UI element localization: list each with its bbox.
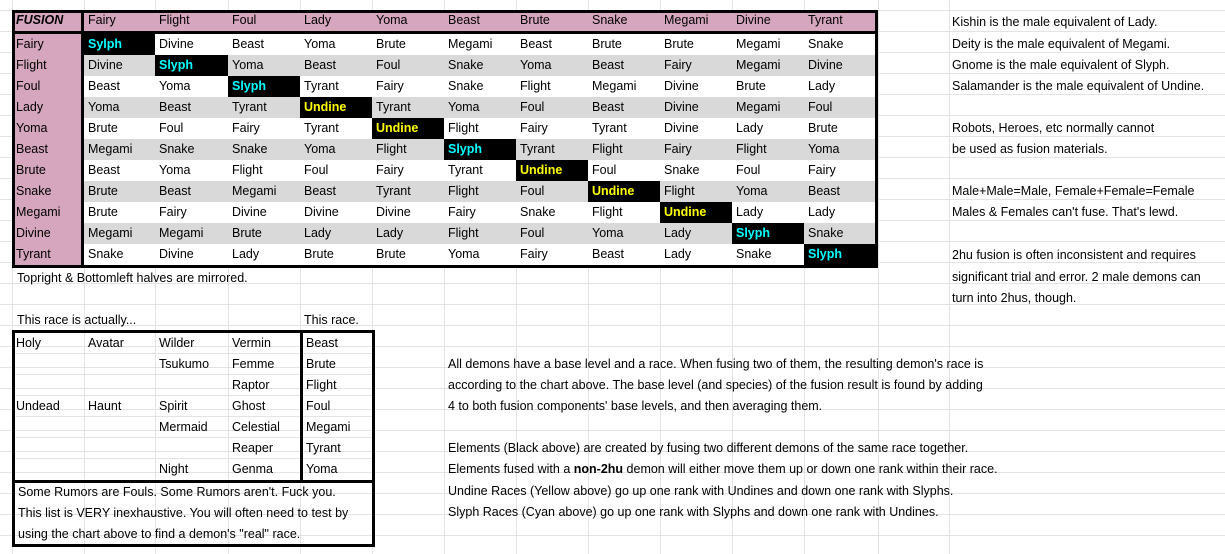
explanation-line-1: All demons have a base level and a race. When fusing two of them, the resulting demon's race is <box>448 357 984 371</box>
fusion-cell-flight-brute: Yoma <box>516 55 588 76</box>
column-header-foul: Foul <box>228 10 300 31</box>
note-gender-2: Males & Females can't fuse. That's lewd. <box>952 205 1179 219</box>
row-header-beast: Beast <box>12 139 84 160</box>
fusion-cell-lady-flight: Beast <box>155 97 228 118</box>
fusion-cell-flight-lady: Beast <box>300 55 372 76</box>
fusion-cell-fairy-flight: Divine <box>155 34 228 55</box>
fusion-cell-tyrant-brute: Fairy <box>516 244 588 265</box>
elements-line-1: Elements (Black above) are created by fusing two different demons of the same race together. <box>448 441 969 455</box>
fusion-cell-yoma-brute: Fairy <box>516 118 588 139</box>
fusion-cell-snake-brute: Foul <box>516 181 588 202</box>
fusion-cell-snake-foul: Megami <box>228 181 300 202</box>
fusion-cell-yoma-flight: Foul <box>155 118 228 139</box>
fusion-cell-tyrant-lady: Brute <box>300 244 372 265</box>
fusion-cell-flight-foul: Yoma <box>228 55 300 76</box>
row-header-fairy: Fairy <box>12 34 84 55</box>
note-materials-1: Robots, Heroes, etc normally cannot <box>952 121 1155 135</box>
note-kishin: Kishin is the male equivalent of Lady. <box>952 15 1158 29</box>
fusion-cell-divine-beast: Flight <box>444 223 516 244</box>
fusion-cell-yoma-lady: Tyrant <box>300 118 372 139</box>
undine-rule: Undine Races (Yellow above) go up one rank with Undines and down one rank with Slyphs. <box>448 484 954 498</box>
race-target-cell: Brute <box>306 357 336 371</box>
fusion-cell-lady-brute: Foul <box>516 97 588 118</box>
race-target-cell: Foul <box>306 399 331 413</box>
race-target-cell: Flight <box>306 378 337 392</box>
fusion-cell-brute-lady: Foul <box>300 160 372 181</box>
column-header-megami: Megami <box>660 10 732 31</box>
race-table-column-divider <box>300 330 303 482</box>
column-header-flight: Flight <box>155 10 228 31</box>
fusion-cell-yoma-yoma: Undine <box>372 118 444 139</box>
fusion-cell-foul-foul: Slyph <box>228 76 300 97</box>
fusion-cell-megami-divine: Lady <box>732 202 804 223</box>
fusion-cell-flight-divine: Megami <box>732 55 804 76</box>
fusion-cell-beast-brute: Tyrant <box>516 139 588 160</box>
row-header-yoma: Yoma <box>12 118 84 139</box>
fusion-cell-beast-megami: Fairy <box>660 139 732 160</box>
fusion-cell-flight-flight: Slyph <box>155 55 228 76</box>
fusion-cell-divine-megami: Lady <box>660 223 732 244</box>
fusion-cell-megami-foul: Divine <box>228 202 300 223</box>
race-target-cell: Beast <box>306 336 338 350</box>
fusion-cell-snake-fairy: Brute <box>84 181 155 202</box>
fusion-cell-beast-snake: Flight <box>588 139 660 160</box>
note-gender-1: Male+Male=Male, Female+Female=Female <box>952 184 1195 198</box>
race-target-cell: Yoma <box>306 462 338 476</box>
race-table-row-line <box>12 437 375 438</box>
row-header-lady: Lady <box>12 97 84 118</box>
fusion-cell-beast-tyrant: Yoma <box>804 139 878 160</box>
fusion-cell-flight-tyrant: Divine <box>804 55 878 76</box>
explanation-line-2: according to the chart above. The base level (and species) of the fusion result is found by adding <box>448 378 983 392</box>
race-alias-cell <box>155 438 228 459</box>
race-alias-cell: Spirit <box>159 399 188 413</box>
fusion-cell-lady-megami: Divine <box>660 97 732 118</box>
row-header-snake: Snake <box>12 181 84 202</box>
fusion-cell-foul-divine: Brute <box>732 76 804 97</box>
fusion-cell-yoma-divine: Lady <box>732 118 804 139</box>
fusion-cell-foul-brute: Flight <box>516 76 588 97</box>
fusion-cell-foul-fairy: Beast <box>84 76 155 97</box>
race-alias-cell <box>12 459 84 480</box>
slyph-rule: Slyph Races (Cyan above) go up one rank with Slyphs and down one rank with Undines. <box>448 505 939 519</box>
row-header-foul: Foul <box>12 76 84 97</box>
race-alias-cell <box>84 438 155 459</box>
race-target-cell: Tyrant <box>306 441 341 455</box>
fusion-cell-brute-flight: Yoma <box>155 160 228 181</box>
fusion-cell-brute-brute: Undine <box>516 160 588 181</box>
note-2hu-2: significant trial and error. 2 male demons can <box>952 270 1201 284</box>
row-header-divine: Divine <box>12 223 84 244</box>
fusion-corner-label: FUSION <box>12 10 84 31</box>
column-header-divine: Divine <box>732 10 804 31</box>
race-footer-line-1: Some Rumors are Fouls. Some Rumors aren't. Fuck you. <box>18 485 336 499</box>
race-alias-cell <box>84 354 155 375</box>
race-alias-cell: Mermaid <box>159 420 208 434</box>
race-alias-cell: Night <box>159 462 189 476</box>
race-table-header-right: This race. <box>304 313 359 327</box>
fusion-cell-divine-yoma: Lady <box>372 223 444 244</box>
fusion-cell-tyrant-tyrant: Slyph <box>804 244 878 265</box>
fusion-cell-foul-snake: Megami <box>588 76 660 97</box>
race-alias-cell <box>84 375 155 396</box>
fusion-cell-tyrant-snake: Beast <box>588 244 660 265</box>
fusion-cell-beast-beast: Slyph <box>444 139 516 160</box>
fusion-cell-snake-divine: Yoma <box>732 181 804 202</box>
fusion-cell-divine-fairy: Megami <box>84 223 155 244</box>
explanation-line-3: 4 to both fusion components' base levels, and then averaging them. <box>448 399 823 413</box>
fusion-cell-beast-flight: Snake <box>155 139 228 160</box>
fusion-cell-tyrant-beast: Yoma <box>444 244 516 265</box>
fusion-cell-snake-lady: Beast <box>300 181 372 202</box>
fusion-cell-tyrant-flight: Divine <box>155 244 228 265</box>
race-table-row-line <box>12 416 375 417</box>
fusion-cell-snake-flight: Beast <box>155 181 228 202</box>
fusion-cell-lady-fairy: Yoma <box>84 97 155 118</box>
fusion-cell-divine-flight: Megami <box>155 223 228 244</box>
fusion-cell-brute-foul: Flight <box>228 160 300 181</box>
fusion-cell-yoma-foul: Fairy <box>228 118 300 139</box>
fusion-cell-fairy-beast: Megami <box>444 34 516 55</box>
fusion-cell-brute-divine: Foul <box>732 160 804 181</box>
fusion-cell-foul-tyrant: Lady <box>804 76 878 97</box>
fusion-cell-beast-divine: Flight <box>732 139 804 160</box>
fusion-cell-lady-snake: Beast <box>588 97 660 118</box>
fusion-cell-fairy-yoma: Brute <box>372 34 444 55</box>
race-footer-line-2: This list is VERY inexhaustive. You will often need to test by <box>18 506 349 520</box>
fusion-cell-divine-divine: Slyph <box>732 223 804 244</box>
fusion-cell-snake-yoma: Tyrant <box>372 181 444 202</box>
fusion-cell-divine-brute: Foul <box>516 223 588 244</box>
race-alias-cell <box>12 354 84 375</box>
fusion-cell-foul-flight: Yoma <box>155 76 228 97</box>
race-table-row-line <box>12 395 375 396</box>
fusion-cell-megami-flight: Fairy <box>155 202 228 223</box>
race-footer-line-3: using the chart above to find a demon's "real" race. <box>18 527 301 541</box>
fusion-cell-divine-lady: Lady <box>300 223 372 244</box>
fusion-cell-beast-fairy: Megami <box>84 139 155 160</box>
fusion-cell-snake-tyrant: Beast <box>804 181 878 202</box>
note-deity: Deity is the male equivalent of Megami. <box>952 37 1171 51</box>
fusion-cell-megami-snake: Flight <box>588 202 660 223</box>
race-alias-cell <box>12 438 84 459</box>
column-header-fairy: Fairy <box>84 10 155 31</box>
note-gnome: Gnome is the male equivalent of Slyph. <box>952 58 1170 72</box>
fusion-cell-megami-brute: Snake <box>516 202 588 223</box>
fusion-cell-flight-beast: Snake <box>444 55 516 76</box>
fusion-cell-divine-foul: Brute <box>228 223 300 244</box>
fusion-cell-yoma-fairy: Brute <box>84 118 155 139</box>
fusion-cell-tyrant-fairy: Snake <box>84 244 155 265</box>
race-alias-cell <box>84 459 155 480</box>
column-header-lady: Lady <box>300 10 372 31</box>
fusion-cell-lady-lady: Undine <box>300 97 372 118</box>
race-alias-cell: Haunt <box>88 399 122 413</box>
row-header-brute: Brute <box>12 160 84 181</box>
fusion-cell-foul-yoma: Fairy <box>372 76 444 97</box>
race-table-row-line <box>12 458 375 459</box>
race-alias-cell: Wilder <box>159 336 195 350</box>
note-2hu-3: turn into 2hus, though. <box>952 291 1077 305</box>
column-header-yoma: Yoma <box>372 10 444 31</box>
fusion-cell-beast-foul: Snake <box>228 139 300 160</box>
fusion-cell-snake-megami: Flight <box>660 181 732 202</box>
fusion-header-divider <box>12 31 878 34</box>
race-alias-cell: Celestial <box>232 420 280 434</box>
race-alias-cell: Holy <box>16 336 42 350</box>
race-alias-cell: Ghost <box>232 399 266 413</box>
fusion-cell-yoma-snake: Tyrant <box>588 118 660 139</box>
race-alias-cell <box>12 375 84 396</box>
race-alias-cell: Tsukumo <box>159 357 210 371</box>
fusion-cell-tyrant-megami: Lady <box>660 244 732 265</box>
row-header-megami: Megami <box>12 202 84 223</box>
column-header-beast: Beast <box>444 10 516 31</box>
fusion-cell-brute-megami: Snake <box>660 160 732 181</box>
fusion-cell-megami-beast: Fairy <box>444 202 516 223</box>
note-2hu-1: 2hu fusion is often inconsistent and requires <box>952 248 1196 262</box>
fusion-cell-fairy-brute: Beast <box>516 34 588 55</box>
fusion-cell-brute-yoma: Fairy <box>372 160 444 181</box>
column-header-snake: Snake <box>588 10 660 31</box>
row-header-flight: Flight <box>12 55 84 76</box>
fusion-cell-divine-snake: Yoma <box>588 223 660 244</box>
fusion-cell-snake-beast: Flight <box>444 181 516 202</box>
fusion-cell-megami-fairy: Brute <box>84 202 155 223</box>
race-alias-cell <box>155 375 228 396</box>
fusion-cell-lady-tyrant: Foul <box>804 97 878 118</box>
note-salamander: Salamander is the male equivalent of Undine. <box>952 79 1205 93</box>
fusion-cell-tyrant-foul: Lady <box>228 244 300 265</box>
fusion-cell-fairy-snake: Brute <box>588 34 660 55</box>
race-alias-cell: Raptor <box>232 378 270 392</box>
column-header-brute: Brute <box>516 10 588 31</box>
race-table-row-line <box>12 374 375 375</box>
fusion-row-header-divider <box>81 10 84 268</box>
fusion-cell-snake-snake: Undine <box>588 181 660 202</box>
race-alias-cell: Undead <box>16 399 60 413</box>
race-alias-cell: Genma <box>232 462 273 476</box>
note-materials-2: be used as fusion materials. <box>952 142 1108 156</box>
fusion-cell-fairy-foul: Beast <box>228 34 300 55</box>
fusion-cell-yoma-beast: Flight <box>444 118 516 139</box>
fusion-cell-megami-tyrant: Lady <box>804 202 878 223</box>
fusion-cell-foul-beast: Snake <box>444 76 516 97</box>
fusion-cell-lady-beast: Yoma <box>444 97 516 118</box>
fusion-cell-flight-megami: Fairy <box>660 55 732 76</box>
race-alias-cell <box>84 417 155 438</box>
fusion-cell-megami-megami: Undine <box>660 202 732 223</box>
fusion-cell-fairy-fairy: Sylph <box>84 34 155 55</box>
fusion-cell-yoma-megami: Divine <box>660 118 732 139</box>
fusion-cell-fairy-divine: Megami <box>732 34 804 55</box>
race-table-footer-divider <box>12 480 375 483</box>
race-alias-cell: Femme <box>232 357 275 371</box>
fusion-cell-flight-yoma: Foul <box>372 55 444 76</box>
race-alias-cell: Avatar <box>88 336 124 350</box>
fusion-cell-tyrant-yoma: Brute <box>372 244 444 265</box>
race-alias-cell: Reaper <box>232 441 273 455</box>
fusion-cell-tyrant-divine: Snake <box>732 244 804 265</box>
race-table-row-line <box>12 353 375 354</box>
fusion-cell-lady-foul: Tyrant <box>228 97 300 118</box>
column-header-tyrant: Tyrant <box>804 10 878 31</box>
fusion-cell-yoma-tyrant: Brute <box>804 118 878 139</box>
fusion-cell-beast-lady: Yoma <box>300 139 372 160</box>
fusion-cell-fairy-lady: Yoma <box>300 34 372 55</box>
fusion-cell-lady-yoma: Tyrant <box>372 97 444 118</box>
fusion-cell-lady-divine: Megami <box>732 97 804 118</box>
race-target-cell: Megami <box>306 420 351 434</box>
elements-line-2-post: demon will either move them up or down one rank within their race. <box>623 462 998 476</box>
fusion-cell-flight-snake: Beast <box>588 55 660 76</box>
fusion-cell-brute-tyrant: Fairy <box>804 160 878 181</box>
fusion-cell-beast-yoma: Flight <box>372 139 444 160</box>
fusion-cell-brute-fairy: Beast <box>84 160 155 181</box>
row-header-tyrant: Tyrant <box>12 244 84 265</box>
fusion-cell-megami-lady: Divine <box>300 202 372 223</box>
fusion-cell-brute-beast: Tyrant <box>444 160 516 181</box>
mirror-note: Topright & Bottomleft halves are mirrored. <box>17 271 248 285</box>
fusion-cell-brute-snake: Foul <box>588 160 660 181</box>
elements-line-2 <box>448 459 998 480</box>
fusion-cell-foul-megami: Divine <box>660 76 732 97</box>
elements-line-2-bold: non-2hu <box>573 462 624 476</box>
race-alias-cell <box>12 417 84 438</box>
race-table-header-left: This race is actually... <box>17 313 137 327</box>
elements-line-2-pre: Elements fused with a <box>448 462 574 476</box>
fusion-cell-foul-lady: Tyrant <box>300 76 372 97</box>
fusion-cell-flight-fairy: Divine <box>84 55 155 76</box>
fusion-cell-fairy-megami: Brute <box>660 34 732 55</box>
race-alias-cell: Vermin <box>232 336 271 350</box>
fusion-cell-fairy-tyrant: Snake <box>804 34 878 55</box>
fusion-cell-divine-tyrant: Snake <box>804 223 878 244</box>
fusion-cell-megami-yoma: Divine <box>372 202 444 223</box>
